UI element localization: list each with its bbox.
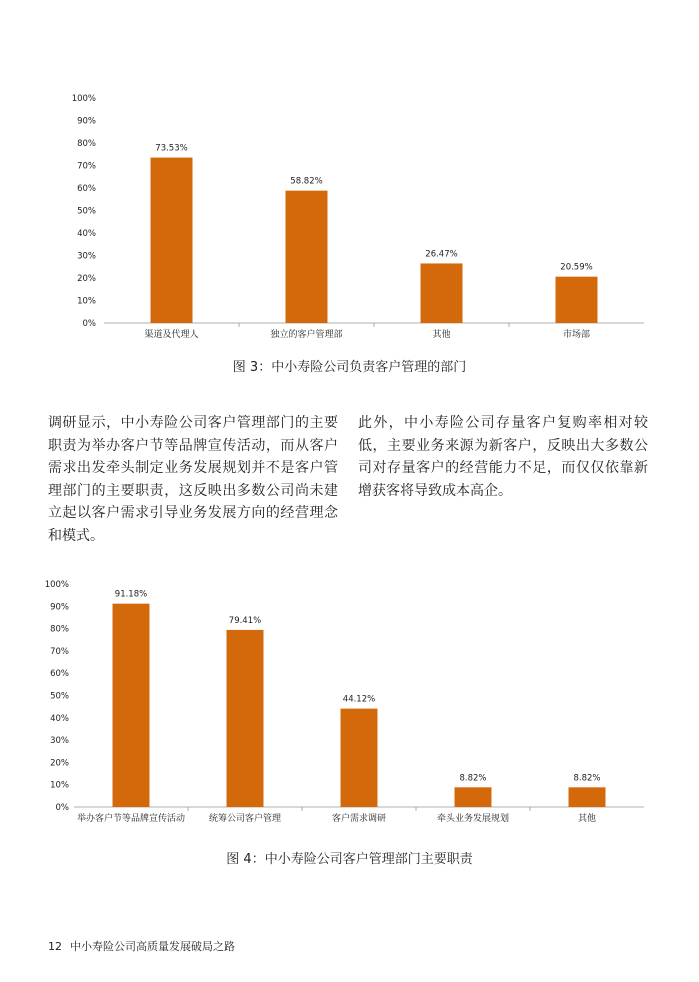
y-tick-label: 30% bbox=[50, 736, 69, 747]
y-tick-label: 20% bbox=[50, 758, 69, 769]
category-label: 牵头业务发展规划 bbox=[436, 814, 510, 824]
y-tick-label: 70% bbox=[50, 646, 69, 657]
category-label: 市场部 bbox=[562, 330, 591, 340]
data-label: 44.12% bbox=[342, 694, 376, 705]
y-tick-label: 40% bbox=[50, 713, 69, 724]
chart-departments bbox=[0, 88, 699, 348]
data-label: 91.18% bbox=[114, 589, 148, 600]
y-tick-label: 50% bbox=[77, 206, 96, 217]
category-label: 统筹公司客户管理 bbox=[208, 814, 282, 824]
category-label: 客户需求调研 bbox=[331, 814, 387, 824]
chart-responsibilities bbox=[0, 574, 699, 834]
data-label: 26.47% bbox=[425, 249, 458, 260]
y-tick-label: 40% bbox=[77, 229, 96, 239]
bar bbox=[151, 158, 193, 323]
y-tick-label: 60% bbox=[50, 669, 69, 680]
y-tick-label: 10% bbox=[77, 296, 96, 307]
paragraph-left: 调研显示，中小寿险公司客户管理部门的主要职责为举办客户节等品牌宣传活动，而从客户需求出发牵头制定业务发展规划并不是客户管理部门的主要职责，这反映出多数公司尚未建立起以客户需求引导业务发展方向的经营理念和模式。 bbox=[48, 415, 338, 544]
page-number: 12 bbox=[48, 940, 62, 953]
bar bbox=[227, 630, 264, 807]
y-tick-label: 0% bbox=[55, 803, 69, 813]
bar bbox=[421, 263, 463, 323]
category-label: 其他 bbox=[577, 814, 597, 824]
y-tick-label: 70% bbox=[77, 161, 96, 172]
y-tick-label: 30% bbox=[77, 251, 96, 262]
y-tick-label: 100% bbox=[71, 94, 96, 104]
data-label: 8.82% bbox=[573, 773, 601, 784]
chart-responsibilities-svg bbox=[0, 574, 699, 834]
y-tick-label: 50% bbox=[50, 691, 69, 702]
bar bbox=[113, 604, 150, 807]
y-tick-label: 80% bbox=[50, 624, 69, 635]
category-label: 独立的客户管理部 bbox=[270, 330, 343, 340]
y-tick-label: 90% bbox=[50, 602, 69, 613]
data-label: 20.59% bbox=[560, 262, 593, 273]
y-tick-label: 80% bbox=[77, 139, 96, 149]
category-label: 其他 bbox=[432, 330, 451, 340]
data-label: 79.41% bbox=[228, 615, 262, 626]
figure-4-caption: 图 4：中小寿险公司客户管理部门主要职责 bbox=[226, 852, 473, 867]
y-tick-label: 60% bbox=[77, 184, 96, 194]
y-tick-label: 100% bbox=[44, 580, 69, 590]
bar bbox=[286, 191, 328, 323]
category-label: 举办客户节等品牌宣传活动 bbox=[76, 814, 186, 824]
data-label: 8.82% bbox=[459, 773, 487, 784]
y-tick-label: 0% bbox=[82, 319, 96, 329]
y-tick-label: 20% bbox=[77, 274, 96, 284]
footer-title: 中小寿险公司高质量发展破局之路 bbox=[70, 940, 235, 953]
category-label: 渠道及代理人 bbox=[144, 330, 199, 340]
page-footer bbox=[48, 938, 235, 954]
figure-3-caption: 图 3：中小寿险公司负责客户管理的部门 bbox=[232, 360, 467, 375]
y-tick-label: 90% bbox=[77, 116, 96, 127]
data-label: 73.53% bbox=[155, 143, 188, 154]
bar bbox=[556, 277, 598, 323]
bar bbox=[341, 709, 378, 807]
chart-departments-svg bbox=[0, 88, 699, 348]
data-label: 58.82% bbox=[290, 176, 323, 187]
bar bbox=[569, 787, 606, 807]
y-tick-label: 10% bbox=[50, 780, 69, 791]
bar bbox=[455, 787, 492, 807]
paragraph-right: 此外，中小寿险公司存量客户复购率相对较低，主要业务来源为新客户，反映出大多数公司对存量客户的经营能力不足，而仅仅依靠新增获客将导致成本高企。 bbox=[358, 415, 648, 499]
